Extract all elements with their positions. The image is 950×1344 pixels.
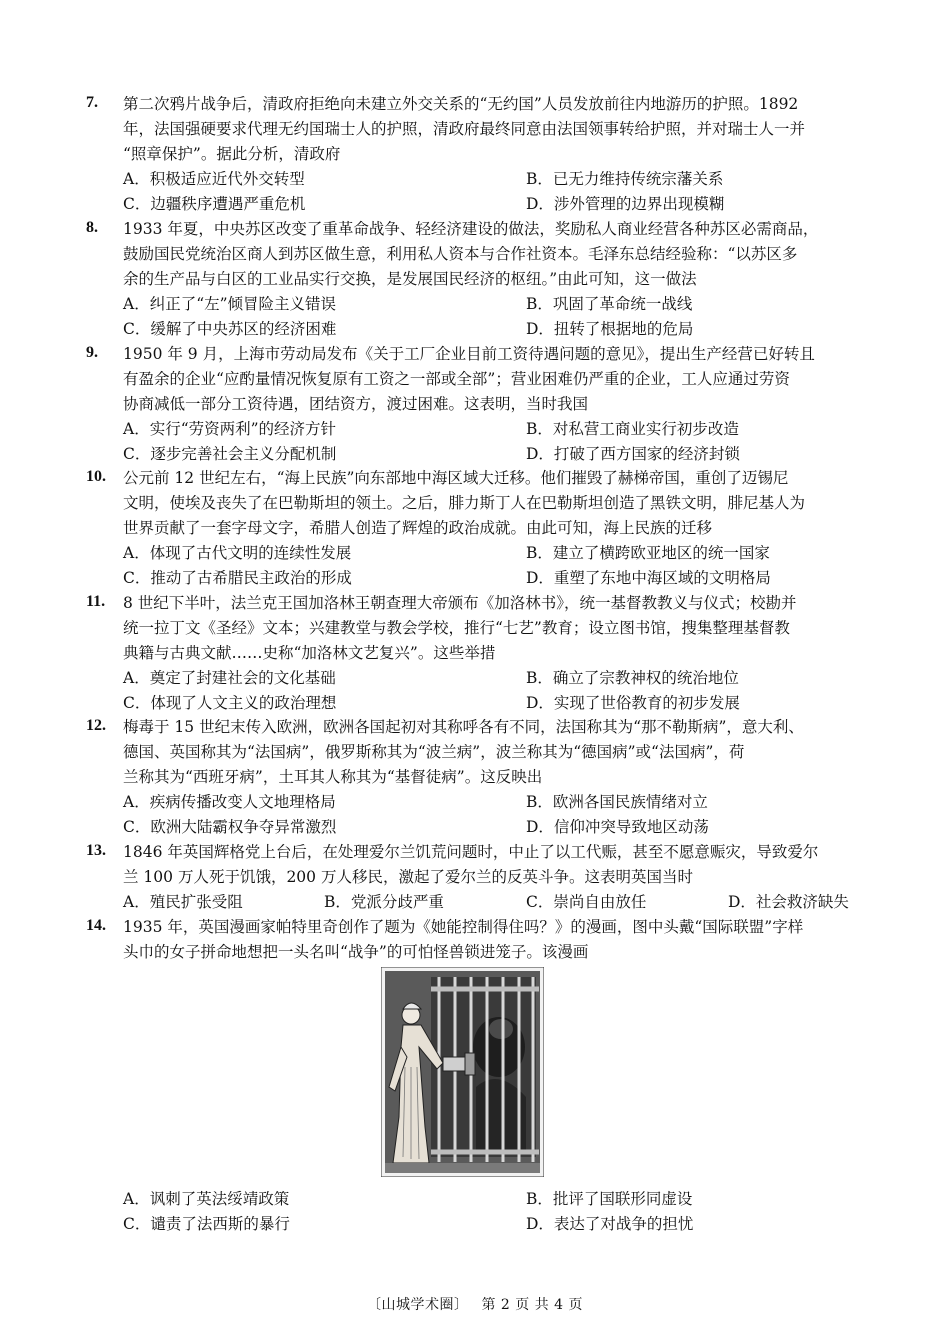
footer-page-number: 第 2 页 共 4 页 [481, 1297, 584, 1313]
option-d[interactable]: D．涉外管理的边界出现模糊 [526, 195, 725, 213]
option-b[interactable]: B．党派分歧严重 [324, 893, 444, 911]
stem-line: 文明，使埃及丧失了在巴勒斯坦的领土。之后，腓力斯丁人在巴勒斯坦创造了黑铁文明，腓尼基人为 [123, 494, 806, 512]
option-c[interactable]: C．欧洲大陆霸权争夺异常激烈 [123, 818, 337, 836]
option-a[interactable]: A．疾病传播改变人文地理格局 [123, 793, 336, 811]
option-a[interactable]: A．殖民扩张受阻 [123, 893, 243, 911]
stem-line: 有盈余的企业“应酌量情况恢复原有工资之一部或全部”；营业困难仍严重的企业，工人应通过劳资 [123, 370, 790, 388]
question-stem [123, 840, 863, 890]
option-c[interactable]: C．谴责了法西斯的暴行 [123, 1215, 290, 1233]
stem-line: 公元前 12 世纪左右，“海上民族”向东部地中海区域大迁移。他们摧毁了赫梯帝国，重创了迈锡尼 [123, 469, 789, 487]
option-a[interactable]: A．讽刺了英法绥靖政策 [123, 1190, 290, 1208]
cartoon-illustration [381, 967, 544, 1177]
option-c[interactable]: C．推动了古希腊民主政治的形成 [123, 569, 352, 587]
question-stem [123, 342, 863, 417]
stem-line: 年，法国强硬要求代理无约国瑞士人的护照，清政府最终同意由法国领事转给护照，并对瑞士人一并 [123, 120, 806, 138]
option-d[interactable]: D．实现了世俗教育的初步发展 [526, 694, 740, 712]
stem-line: 梅毒于 15 世纪末传入欧洲，欧洲各国起初对其称呼各有不同，法国称其为“那不勒斯病”，意大利、 [123, 718, 804, 736]
question-number: 12. [86, 717, 106, 734]
option-d[interactable]: D．表达了对战争的担忧 [526, 1215, 694, 1233]
option-b[interactable]: B．建立了横跨欧亚地区的统一国家 [526, 544, 770, 562]
option-b[interactable]: B．巩固了革命统一战线 [526, 295, 693, 313]
option-a[interactable]: A．体现了古代文明的连续性发展 [123, 544, 352, 562]
option-a[interactable]: A．实行“劳资两利”的经济方针 [123, 420, 337, 438]
stem-line: 典籍与古典文献……史称“加洛林文艺复兴”。这些举措 [123, 644, 496, 662]
question-stem [123, 92, 863, 167]
option-d[interactable]: D．打破了西方国家的经济封锁 [526, 445, 740, 463]
option-d[interactable]: D．重塑了东地中海区域的文明格局 [526, 569, 771, 587]
option-d[interactable]: D．扭转了根据地的危局 [526, 320, 694, 338]
option-b[interactable]: B．对私营工商业实行初步改造 [526, 420, 739, 438]
stem-line: 协商减低一部分工资待遇，团结资方，渡过困难。这表明，当时我国 [123, 395, 589, 413]
question-stem [123, 466, 863, 541]
stem-line: 1846 年英国辉格党上台后，在处理爱尔兰饥荒问题时，中止了以工代赈，甚至不愿意赈灾，导致爱尔 [123, 843, 819, 861]
option-a[interactable]: A．纠正了“左”倾冒险主义错误 [123, 295, 337, 313]
option-b[interactable]: B．已无力维持传统宗藩关系 [526, 170, 724, 188]
option-d[interactable]: D．社会救济缺失 [728, 893, 849, 911]
stem-line: 1933 年夏，中央苏区改变了重革命战争、轻经济建设的做法，奖励私人商业经营各种苏区必需商品， [123, 220, 819, 238]
stem-line: 世界贡献了一套字母文字，希腊人创造了辉煌的政治成就。由此可知，海上民族的迁移 [123, 519, 713, 537]
option-c[interactable]: C．逐步完善社会主义分配机制 [123, 445, 337, 463]
stem-line: “照章保护”。据此分析，清政府 [123, 145, 341, 163]
option-a[interactable]: A．奠定了封建社会的文化基础 [123, 669, 336, 687]
stem-line: 第二次鸦片战争后，清政府拒绝向未建立外交关系的“无约国”人员发放前往内地游历的护照。1892 [123, 95, 799, 113]
question-stem [123, 217, 863, 292]
question-number: 8. [86, 219, 98, 236]
stem-line: 余的生产品与白区的工业品实行交换，是发展国民经济的枢纽。”由此可知，这一做法 [123, 270, 697, 288]
stem-line: 1950 年 9 月，上海市劳动局发布《关于工厂企业目前工资待遇问题的意见》，提出生产经营已好转且 [123, 345, 815, 363]
question-stem [123, 591, 863, 666]
stem-line: 8 世纪下半叶，法兰克王国加洛林王朝查理大帝颁布《加洛林书》，统一基督教教义与仪式；校勘并 [123, 594, 797, 612]
question-number: 9. [86, 344, 98, 361]
question-stem [123, 915, 863, 965]
page-footer [0, 1294, 950, 1314]
stem-line: 德国、英国称其为“法国病”，俄罗斯称其为“波兰病”，波兰称其为“德国病”或“法国病”，荷 [123, 743, 745, 761]
footer-source: 〔山城学术圈〕 [366, 1297, 469, 1313]
option-b[interactable]: B．确立了宗教神权的统治地位 [526, 669, 739, 687]
option-b[interactable]: B．欧洲各国民族情绪对立 [526, 793, 708, 811]
option-c[interactable]: C．崇尚自由放任 [526, 893, 647, 911]
question-number: 14. [86, 917, 106, 934]
question-stem [123, 715, 863, 790]
stem-line: 1935 年，英国漫画家帕特里奇创作了题为《她能控制得住吗？》的漫画，图中头戴“国际联盟”字样 [123, 918, 804, 936]
option-b[interactable]: B．批评了国联形同虚设 [526, 1190, 693, 1208]
option-c[interactable]: C．缓解了中央苏区的经济困难 [123, 320, 337, 338]
stem-line: 鼓励国民党统治区商人到苏区做生意，利用私人资本与合作社资本。毛泽东总结经验称：“以苏区多 [123, 245, 798, 263]
option-c[interactable]: C．边疆秩序遭遇严重危机 [123, 195, 306, 213]
option-a[interactable]: A．积极适应近代外交转型 [123, 170, 305, 188]
stem-line: 统一拉丁文《圣经》文本；兴建教堂与教会学校，推行“七艺”教育；设立图书馆，搜集整理基督教 [123, 619, 790, 637]
option-d[interactable]: D．信仰冲突导致地区动荡 [526, 818, 709, 836]
question-number: 13. [86, 842, 106, 859]
option-c[interactable]: C．体现了人文主义的政治理想 [123, 694, 337, 712]
question-number: 11. [86, 593, 106, 610]
stem-line: 兰称其为“西班牙病”，土耳其人称其为“基督徒病”。这反映出 [123, 768, 543, 786]
question-number: 7. [86, 94, 98, 111]
question-number: 10. [86, 468, 106, 485]
stem-line: 兰 100 万人死于饥饿，200 万人移民，激起了爱尔兰的反英斗争。这表明英国当时 [123, 868, 693, 886]
stem-line: 头巾的女子拼命地想把一头名叫“战争”的可怕怪兽锁进笼子。该漫画 [123, 943, 589, 961]
